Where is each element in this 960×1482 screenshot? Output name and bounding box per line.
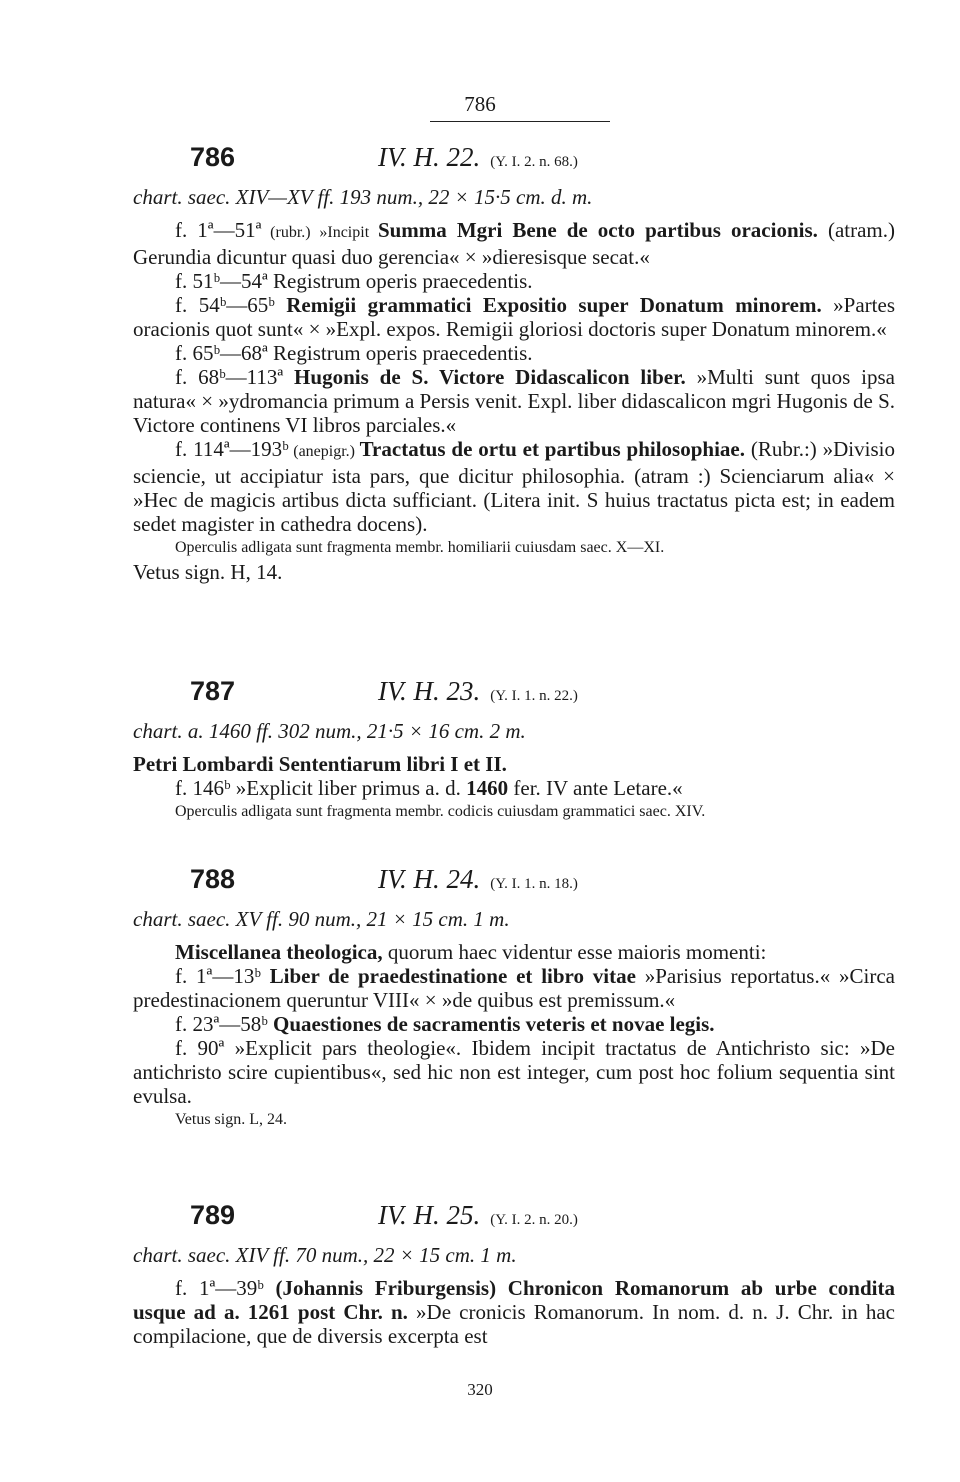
- old-signature: (Y. I. 2. n. 68.): [490, 154, 578, 170]
- folio-range: f. 114ª—193ᵇ: [175, 437, 289, 461]
- physical-description: chart. saec. XV ff. 90 num., 21 × 15 cm. 1 m.: [133, 907, 510, 931]
- entry-number: 788: [190, 864, 236, 894]
- running-head: 786: [464, 92, 496, 116]
- line-text: fer. IV ante Letare.«: [508, 776, 683, 800]
- line-text: (rubr.) »Incipit: [261, 224, 378, 241]
- line-text: »Explicit pars theologie«. Ibidem incipit tractatus de Antichristo sic: »De antichristo scire cupientibus«, sed hic non est integer, cum post hoc folium sequentia sint evulsa.: [133, 1036, 895, 1108]
- line-text: »Multi sunt quos ipsa natura« × »ydromancia primum a Persis venit. Expl. liber didascalicon mgri Hugonis de S. Victore continens VI libros parciales.«: [133, 365, 895, 437]
- shelf-signature: [378, 1200, 578, 1231]
- old-signature: (Y. I. 1. n. 18.): [490, 876, 578, 892]
- line-text: Registrum operis praecedentis.: [267, 269, 533, 293]
- content-line: [133, 218, 895, 269]
- page-number: 320: [467, 1380, 493, 1399]
- signature-text: IV. H. 23.: [378, 676, 481, 706]
- entry-number: 789: [190, 1200, 236, 1230]
- work-title: Quaestiones de sacramentis veteris et novae legis.: [267, 1012, 715, 1036]
- folio-range: f. 1ª—51ª: [175, 218, 262, 242]
- folio-range: f. 90ª: [175, 1036, 225, 1060]
- content-line: [133, 964, 895, 1012]
- work-title: Remigii grammatici Expositio super Donatum minorem.: [274, 293, 822, 317]
- folio-range: f. 54ᵇ—65ᵇ: [175, 293, 275, 317]
- content-line: [133, 1012, 895, 1036]
- entry-heading: [133, 864, 895, 904]
- line-text: (anepigr.): [288, 443, 360, 460]
- work-title: (Johannis Friburgensis) Chronicon Romanorum ab urbe condita usque ad a. 1261 post Chr. n.: [133, 1276, 895, 1324]
- header-rule: [430, 121, 610, 122]
- old-shelfmark: Vetus sign. H, 14.: [133, 560, 283, 584]
- physical-description: chart. a. 1460 ff. 302 num., 21·5 × 16 cm. 2 m.: [133, 719, 526, 743]
- folio-range: f. 23ª—58ᵇ: [175, 1012, 268, 1036]
- date-value: 1460: [466, 776, 509, 800]
- work-title: Petri Lombardi Sententiarum libri I et II.: [133, 752, 507, 776]
- line-text: Registrum operis praecedentis.: [267, 341, 533, 365]
- content-line: [133, 1036, 895, 1108]
- work-title: Miscellanea theologica,: [175, 940, 383, 964]
- line-text: »Explicit liber primus a. d.: [230, 776, 467, 800]
- content-line: [133, 1276, 895, 1348]
- work-title: Summa Mgri Bene de octo partibus oracionis.: [377, 218, 818, 242]
- entry-number: 786: [190, 142, 236, 172]
- shelf-signature: [378, 864, 578, 895]
- folio-range: f. 1ª—13ᵇ: [175, 964, 261, 988]
- folio-range: f. 1ª—39ᵇ: [175, 1276, 264, 1300]
- line-text: »Partes oracionis quot sunt« × »Expl. expos. Remigii gloriosi doctoris super Donatum minorem.«: [133, 293, 896, 341]
- content-line: [133, 365, 895, 437]
- old-signature: (Y. I. 2. n. 20.): [490, 1212, 578, 1228]
- entry-heading: [133, 1200, 895, 1240]
- folio-range: f. 51ᵇ—54ª: [175, 269, 268, 293]
- work-title: Tractatus de ortu et partibus philosophiae.: [359, 437, 745, 461]
- entry-heading: [133, 142, 895, 182]
- signature-text: IV. H. 24.: [378, 864, 481, 894]
- line-text: quorum haec videntur esse maioris momenti:: [382, 940, 767, 964]
- old-signature: (Y. I. 1. n. 22.): [490, 688, 578, 704]
- entry-heading: [133, 676, 895, 716]
- content-line: [133, 293, 895, 341]
- line-text: »Parisius reportatus.« »Circa predestinacionem queruntur VIII« × »de quibus est premissum.«: [133, 964, 895, 1012]
- content-line: [133, 437, 895, 536]
- content-intro: [133, 940, 895, 964]
- physical-description: chart. saec. XIV ff. 70 num., 22 × 15 cm. 1 m.: [133, 1243, 517, 1267]
- content-line: [133, 341, 895, 365]
- binding-note: Operculis adligata sunt fragmenta membr. homiliarii cuiusdam saec. X—XI.: [175, 539, 665, 556]
- signature-text: IV. H. 25.: [378, 1200, 481, 1230]
- physical-description: chart. saec. XIV—XV ff. 193 num., 22 × 15·5 cm. d. m.: [133, 185, 593, 209]
- folio-range: f. 68ᵇ—113ª: [175, 365, 284, 389]
- shelf-signature: [378, 142, 578, 173]
- folio-range: f. 65ᵇ—68ª: [175, 341, 268, 365]
- line-text: (atram.) Gerundia dicuntur quasi duo gerencia« × »dieresisque secat.«: [133, 218, 895, 269]
- binding-note: Operculis adligata sunt fragmenta membr. codicis cuiusdam grammatici saec. XIV.: [175, 803, 706, 820]
- old-shelfmark: Vetus sign. L, 24.: [175, 1111, 287, 1128]
- content-line: [133, 269, 895, 293]
- line-text: (Rubr.:) »Divisio sciencie, ut accipiatur ista pars, que dicitur philosophia. (atram :) Scienciarum alia« × »Hec de magicis artibus dicta sufficiant. (Litera init. S huius tractatus picta est; in eadem sedet magister in cathedra docens).: [133, 437, 895, 536]
- signature-text: IV. H. 22.: [378, 142, 481, 172]
- work-title: Liber de praedestinatione et libro vitae: [260, 964, 636, 988]
- entry-786: [133, 142, 895, 584]
- work-title: Hugonis de S. Victore Didascalicon liber.: [283, 365, 686, 389]
- folio-range: f. 146ᵇ: [175, 776, 231, 800]
- entry-788: [133, 864, 895, 1132]
- entry-789: [133, 1200, 895, 1348]
- entry-number: 787: [190, 676, 236, 706]
- shelf-signature: [378, 676, 578, 707]
- content-line: [133, 776, 895, 800]
- entry-787: [133, 676, 895, 824]
- line-text: »De cronicis Romanorum. In nom. d. n. J. Chr. in hac compilacione, que de diversis excerpta est: [133, 1300, 895, 1348]
